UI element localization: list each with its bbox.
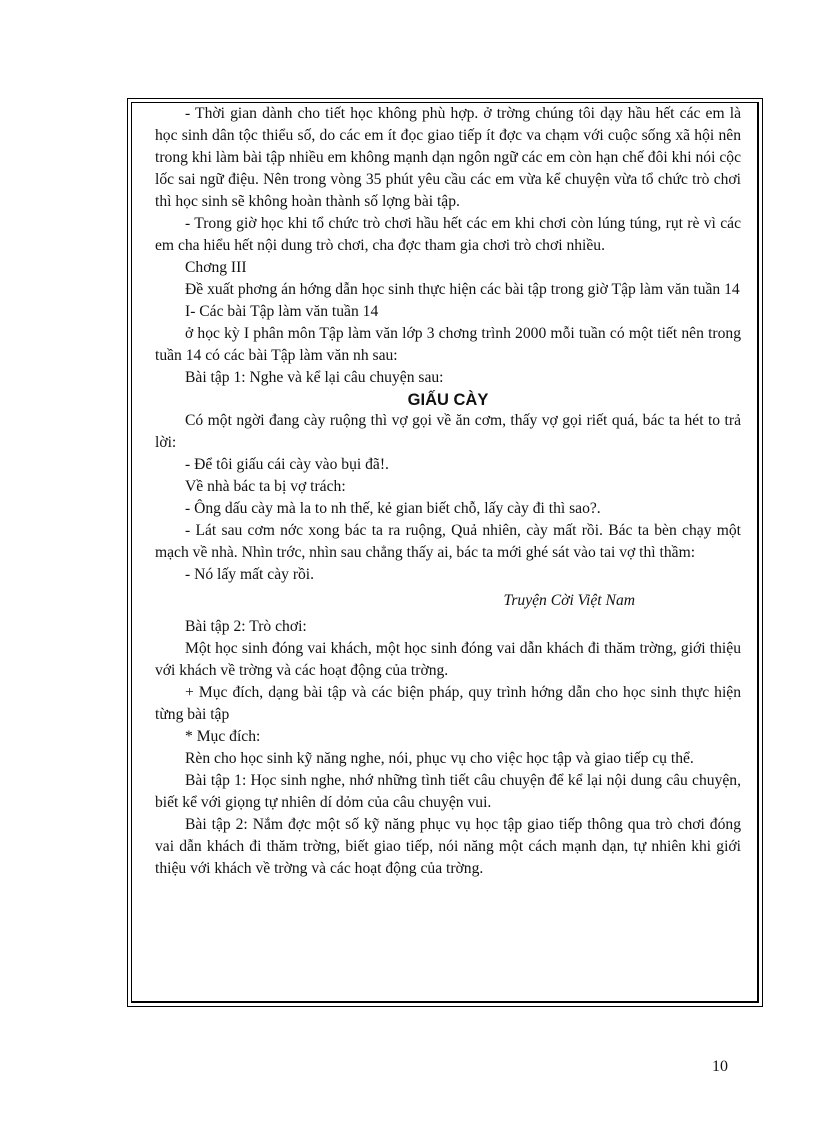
story-line: - Ông dấu cày mà la to nh thế, kẻ gian biết chỗ, lấy cày đi thì sao?. — [185, 500, 601, 517]
paragraph-game-issue: - Trong giờ học khi tổ chức trò chơi hầu hết các em khi chơi còn lúng túng, rụt rè vì các em cha hiểu hết nội dung trò chơi, cha đợc tham gia chơi trò chơi nhiều. — [155, 215, 741, 254]
purpose-exercise-2: Bài tập 2: Nắm đợc một số kỹ năng phục vụ học tập giao tiếp thông qua trò chơi đóng vai dẫn khách đi thăm trờng, biết giao tiếp, nói năng một cách mạnh dạn, tự nhiên khi giới thiệu với khách về trờng và các hoạt động của trờng. — [155, 816, 741, 877]
story-source: Truyện Cời Việt Nam — [503, 592, 635, 609]
story-line: - Lát sau cơm nớc xong bác ta ra ruộng, Quả nhiên, cày mất rồi. Bác ta bèn chạy một mạch về nhà. Nhìn trớc, nhìn sau chẳng thấy ai, bác ta mới ghé sát vào tai vợ thì thầm: — [155, 522, 741, 561]
section-heading: I- Các bài Tập làm văn tuần 14 — [185, 303, 379, 320]
exercise-1-heading: Bài tập 1: Nghe và kể lại câu chuyện sau: — [185, 369, 444, 386]
story-title: GIẤU CÀY — [407, 391, 489, 409]
story-line: Có một ngời đang cày ruộng thì vợ gọi về ăn cơm, thấy vợ gọi riết quá, bác ta hét to trả lời: — [155, 412, 741, 451]
chapter-heading: Chơng III — [185, 259, 247, 276]
story-line: Về nhà bác ta bị vợ trách: — [185, 478, 346, 495]
exercise-2-description: Một học sinh đóng vai khách, một học sinh đóng vai dẫn khách đi thăm trờng, giới thiệu với khách về trờng và các hoạt động của trờng. — [155, 640, 741, 679]
purpose-heading: + Mục đích, dạng bài tập và các biện pháp, quy trình hớng dẫn cho học sinh thực hiện từng bài tập — [155, 684, 741, 723]
purpose-exercise-1: Bài tập 1: Học sinh nghe, nhớ những tình tiết câu chuyện để kể lại nội dung câu chuyện, biết kể với giọng tự nhiên dí dỏm của câu chuyện vui. — [155, 772, 741, 811]
page-number: 10 — [712, 1058, 728, 1075]
purpose-text: Rèn cho học sinh kỹ năng nghe, nói, phục vụ cho việc học tập và giao tiếp cụ thể. — [185, 750, 694, 767]
paragraph-curriculum: ở học kỳ I phân môn Tập làm văn lớp 3 chơng trình 2000 mỗi tuần có một tiết nên trong tuần 14 có các bài Tập làm văn nh sau: — [155, 325, 741, 364]
purpose-label: * Mục đích: — [185, 728, 261, 745]
paragraph-time-issue: - Thời gian dành cho tiết học không phù hợp. ở trờng chúng tôi dạy hầu hết các em là học sinh dân tộc thiểu số, do các em ít đọc giao tiếp ít đợc va chạm với cuộc sống xã hội nên trong khi làm bài tập nhiều em không mạnh dạn ngôn ngữ các em còn hạn chế đôi khi nói cộc lốc sai ngữ điệu. Nên trong vòng 35 phút yêu cầu các em vừa kể chuyện vừa tổ chức trò chơi thì học sinh sẽ không hoàn thành số lợng bài tập. — [155, 105, 741, 210]
chapter-title: Đề xuất phơng án hớng dẫn học sinh thực hiện các bài tập trong giờ Tập làm văn tuần 14 — [185, 281, 740, 298]
exercise-2-heading: Bài tập 2: Trò chơi: — [185, 618, 307, 635]
document-body — [155, 103, 741, 880]
story-line: - Để tôi giấu cái cày vào bụi đã!. — [185, 456, 389, 473]
story-line: - Nó lấy mất cày rồi. — [185, 566, 315, 583]
